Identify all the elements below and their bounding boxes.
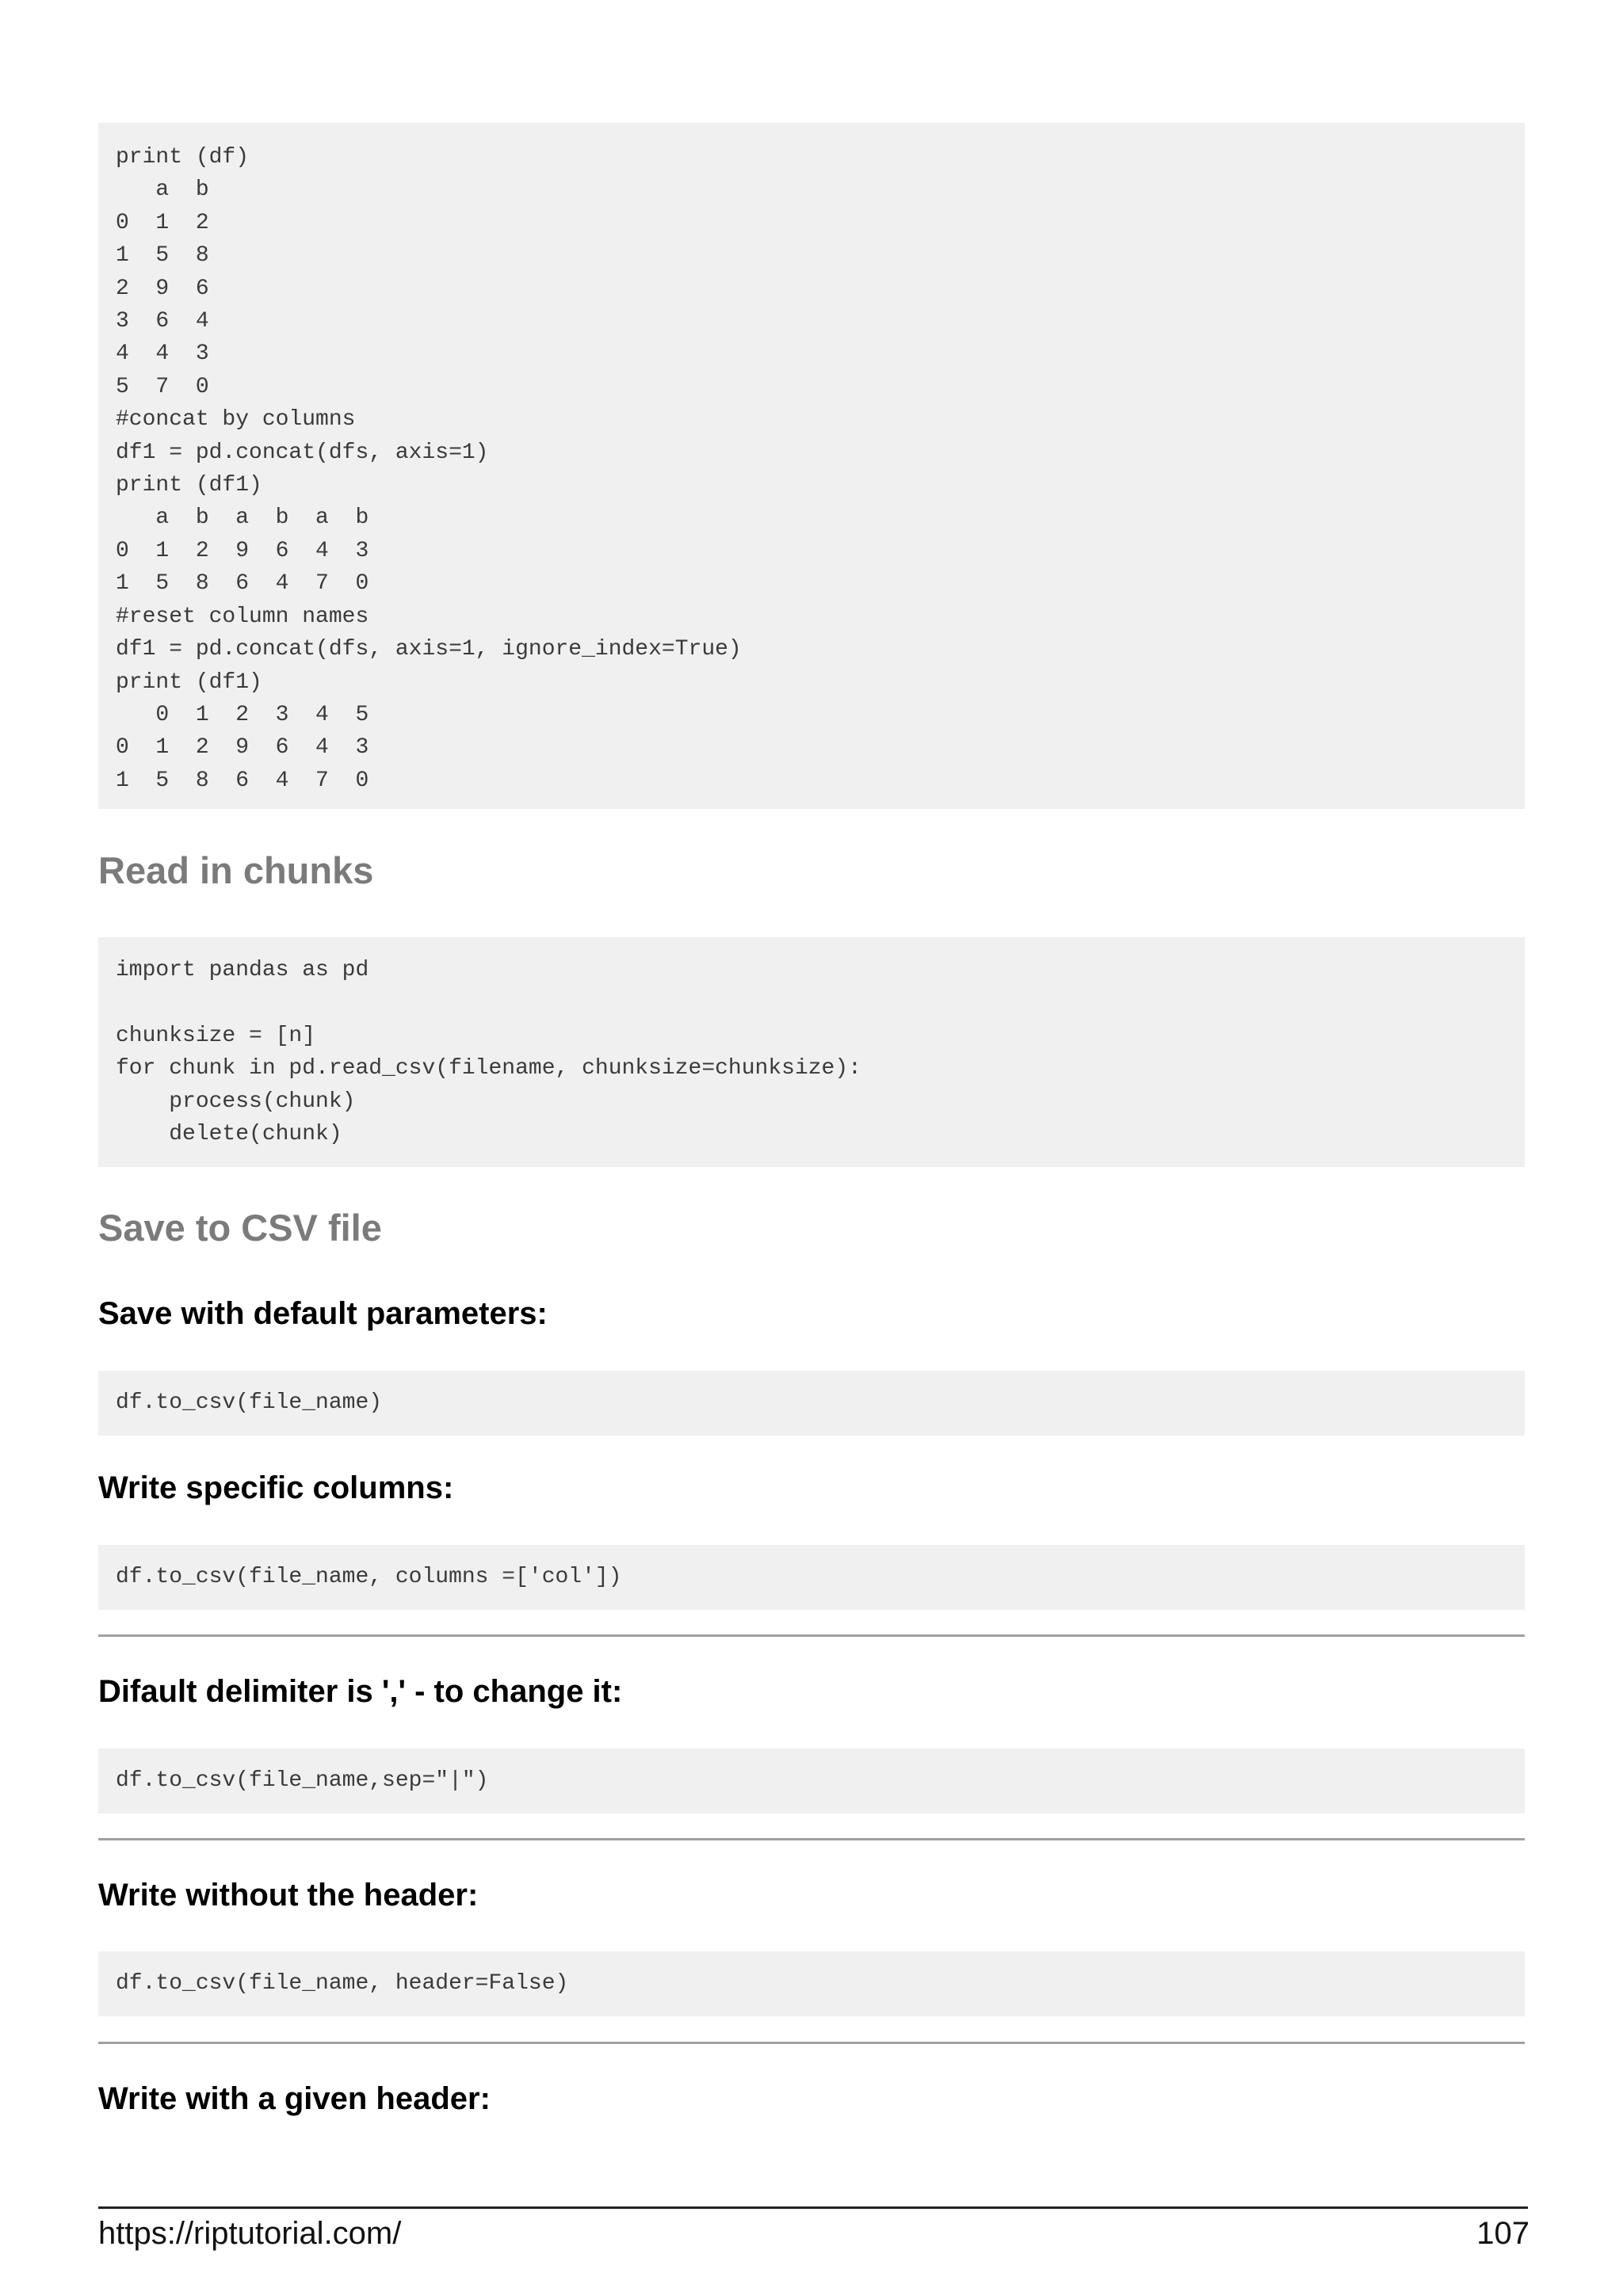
horizontal-rule <box>98 1838 1525 1840</box>
heading-write-columns: Write specific columns: <box>98 1470 454 1505</box>
footer-url[interactable]: https://riptutorial.com/ <box>98 2216 402 2251</box>
code-block-write-columns: df.to_csv(file_name, columns =['col']) <box>98 1545 1525 1610</box>
document-page <box>98 0 1529 2296</box>
page-number: 107 <box>1476 2216 1529 2251</box>
code-block-no-header: df.to_csv(file_name, header=False) <box>98 1951 1525 2016</box>
heading-save-default: Save with default parameters: <box>98 1296 548 1331</box>
heading-given-header: Write with a given header: <box>98 2081 491 2116</box>
code-block-save-default: df.to_csv(file_name) <box>98 1371 1525 1436</box>
code-block-change-delimiter: df.to_csv(file_name,sep="|") <box>98 1749 1525 1814</box>
heading-read-in-chunks: Read in chunks <box>98 849 374 891</box>
footer-rule <box>98 2206 1528 2209</box>
heading-delimiter: Difault delimiter is ',' - to change it: <box>98 1674 623 1709</box>
horizontal-rule <box>98 1634 1525 1637</box>
heading-without-header: Write without the header: <box>98 1878 479 1913</box>
code-block-concat-output: print (df) a b 0 1 2 1 5 8 2 9 6 3 6 4 4 4 3 5 7 0 #concat by columns df1 = pd.concat(dfs, axis=1) print (df1) a b a b a b 0 1 2 9 6 4 3 1 5 8 6 4 7 0 #reset column names df1 = pd.concat(dfs, axis=1, ignore_index=True) print (df1) 0 1 2 3 4 5 0 1 2 9 6 4 3 1 5 8 6 4 7 0 <box>98 123 1525 809</box>
heading-save-to-csv: Save to CSV file <box>98 1207 382 1249</box>
horizontal-rule <box>98 2042 1525 2044</box>
code-block-read-chunks: import pandas as pd chunksize = [n] for chunk in pd.read_csv(filename, chunksize=chunksize): process(chunk) delete(chunk) <box>98 937 1525 1167</box>
